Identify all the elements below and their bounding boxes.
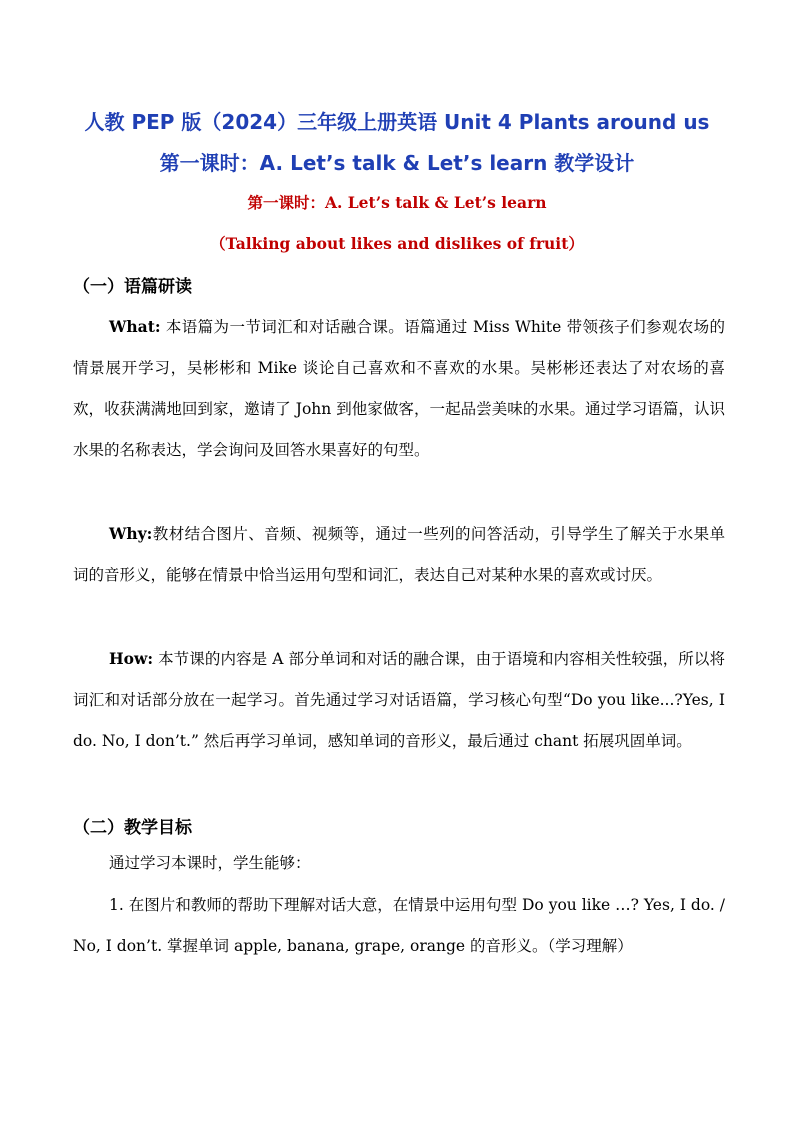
document-title-line-1: 人教 PEP 版（2024）三年级上册英语 Unit 4 Plants around us — [84, 110, 710, 134]
paragraph-label-how: How: — [109, 649, 154, 668]
paragraph-label-what: What: — [109, 317, 161, 336]
section-heading-text-analysis: （一）语篇研读 — [73, 277, 192, 297]
paragraph-why — [73, 513, 725, 596]
goal-item: 1. 在图片和教师的帮助下理解对话大意，在情景中运用句型 Do you like …? Yes, I do. / No, I don’t. 掌握单词 apple, banana, grape, orange 的音形义。（学习理解） — [73, 896, 725, 955]
paragraph-label-why: Why: — [109, 524, 153, 543]
paragraph-text-what: 本语篇为一节词汇和对话融合课。语篇通过 Miss White 带领孩子们参观农场的情景展开学习，吴彬彬和 Mike 谈论自己喜欢和不喜欢的水果。吴彬彬还表达了对农场的喜欢，收获满满地回到家，邀请了 John 到他家做客，一起品尝美味的水果。通过学习语篇，认识水果的名称表达，学会询问及回答水果喜好的句型。 — [73, 318, 725, 459]
paragraph-text-why: 教材结合图片、音频、视频等，通过一些列的问答活动，引导学生了解关于水果单词的音形义，能够在情景中恰当运用句型和词汇，表达自己对某种水果的喜欢或讨厌。 — [73, 525, 725, 584]
document-title-line-2: 第一课时：A. Let’s talk & Let’s learn 教学设计 — [159, 151, 635, 175]
section-heading-teaching-goals: （二）教学目标 — [73, 818, 192, 838]
paragraph-how — [73, 638, 725, 762]
paragraph-text-how: 本节课的内容是 A 部分单词和对话的融合课，由于语境和内容相关性较强，所以将词汇和对话部分放在一起学习。首先通过学习对话语篇，学习核心句型“Do you like...?Yes, I do. No, I don’t.” 然后再学习单词，感知单词的音形义，最后通过 chant 拓展巩固单词。 — [73, 650, 725, 750]
paragraph-what — [73, 306, 725, 471]
lesson-topic: （Talking about likes and dislikes of fruit） — [210, 234, 584, 253]
lesson-subtitle: 第一课时：A. Let’s talk & Let’s learn — [247, 193, 547, 212]
goals-intro: 通过学习本课时，学生能够： — [109, 854, 311, 872]
